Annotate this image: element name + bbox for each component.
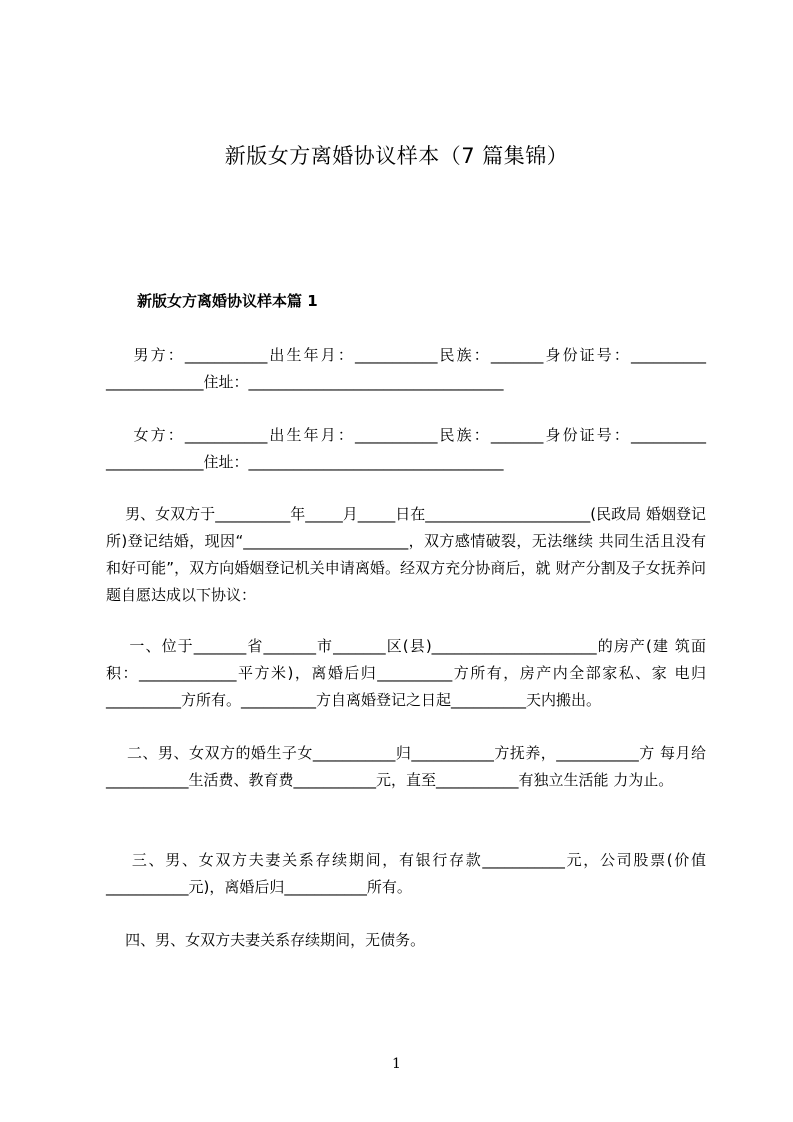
paragraph-clause-debts: 四、男、女双方夫妻关系存续期间，无债务。 xyxy=(106,931,426,949)
section-heading: 新版女方离婚协议样本篇 1 xyxy=(137,292,318,310)
paragraph-clause-savings: 三、男、女双方夫妻关系存续期间，有银行存款___________元，公司股票(价值 ___________元)，离婚后归___________所有。 xyxy=(106,851,711,896)
page-number: 1 xyxy=(392,1056,401,1072)
paragraph-clause-children: 二、男、女双方的婚生子女___________归___________方抚养，___________方 每月给___________生活费、教育费___________元，直至___________有独立生活能 力为止。 xyxy=(106,744,706,789)
paragraph-female-info: 女方：___________出生年月：___________民族：_______身份证号：__________ _____________住址：__________________________________ xyxy=(106,426,711,471)
paragraph-marriage-intro: 男、女双方于__________年_____月_____日在______________________(民政局 婚姻登记所)登记结婚，现因“______________________，双方感情破裂，无法继续 共同生活且没有和好可能”，双方向婚姻登记机关申请离婚。经双方充分协商后，就 财产分割及子女抚养问题自愿达成以下协议： xyxy=(106,505,706,604)
paragraph-male-info: 男方：___________出生年月：___________民族：_______身份证号：__________ _____________住址：__________________________________ xyxy=(106,346,711,391)
document-title: 新版女方离婚协议样本（7 篇集锦） xyxy=(224,144,569,168)
paragraph-clause-property: 一、位于_______省_______市_______区(县)______________________的房产(建 筑面积：_____________平方米)，离婚后归__________方所有，房产内全部家私、家 电归__________方所有。__________方自离婚登记之日起__________天内搬出。 xyxy=(106,637,706,709)
